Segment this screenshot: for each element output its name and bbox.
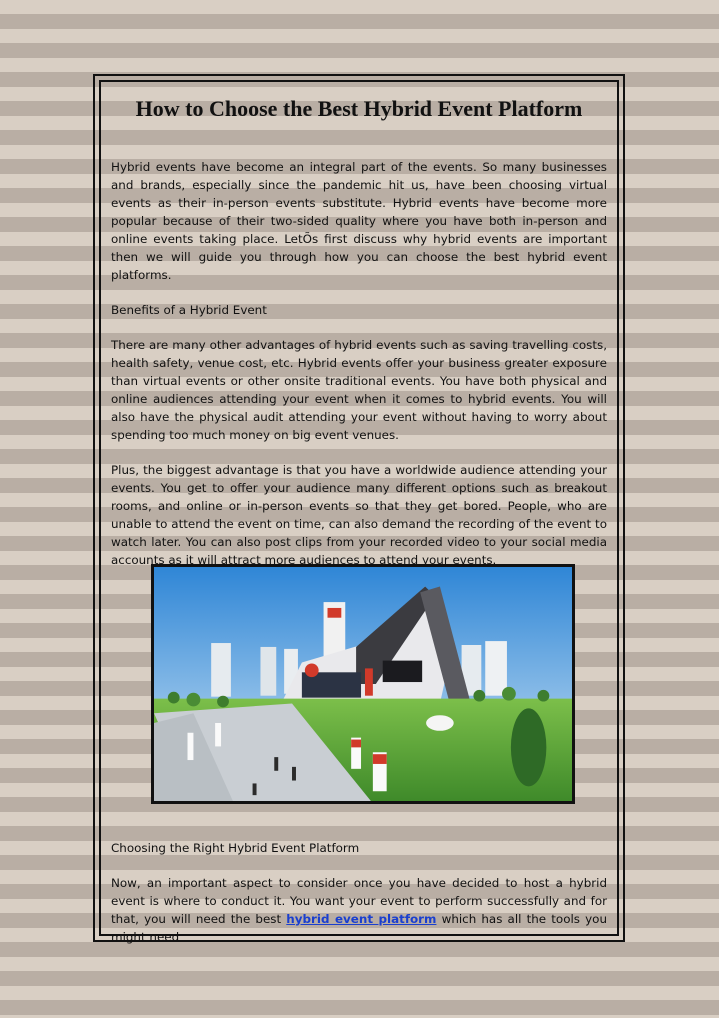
intro-paragraph: Hybrid events have become an integral part of the events. So many businesses and brands, especially since the pandemic hit us, have been choosing virtual events as their in-person events substitute. Hybrid events have become more popular because of their two-sided quality where you have both in-person and online events taking place. LetÕs first discuss why hybrid events are important then we will guide you through how you can choose the best hybrid event platforms. xyxy=(111,160,607,282)
benefits-paragraph-2: Plus, the biggest advantage is that you have a worldwide audience attending your events. You get to offer your audience many different options such as breakout rooms, and online or in-person events so that they get bored. People, who are unable to attend the event on time, can also demand the recording of the event to watch later. You can also post clips from your recorded video to your social media accounts as it will attract more audiences to attend your events. xyxy=(111,463,607,567)
choosing-heading: Choosing the Right Hybrid Event Platform xyxy=(111,841,360,855)
choosing-text-after-link: which has all the tools you might need xyxy=(111,912,607,944)
benefits-paragraph-1: There are many other advantages of hybrid events such as saving travelling costs, health safety, venue cost, etc. Hybrid events offer your business greater exposure than virtual events or other onsite traditional events. You have both physical and online audiences attending your event when it comes to hybrid events. You will also have the physical audit attending your event without having to worry about spending too much money on big event venues. xyxy=(111,338,607,442)
event-venue-image xyxy=(151,564,575,804)
hybrid-event-platform-link[interactable]: hybrid event platform xyxy=(286,912,437,926)
document-inner-border xyxy=(99,80,619,944)
document-frame xyxy=(93,74,625,942)
document-body xyxy=(111,158,607,586)
choosing-text-before-link: Now, an important aspect to consider once you have decided to host a hybrid event is where to conduct it. You want your event to perform successfully and for that, you will need the best xyxy=(111,876,607,926)
document-title: How to Choose the Best Hybrid Event Platform xyxy=(135,96,583,121)
choosing-section xyxy=(111,839,607,946)
venue-illustration xyxy=(154,567,572,801)
choosing-paragraph xyxy=(111,874,607,946)
benefits-heading: Benefits of a Hybrid Event xyxy=(111,303,267,317)
